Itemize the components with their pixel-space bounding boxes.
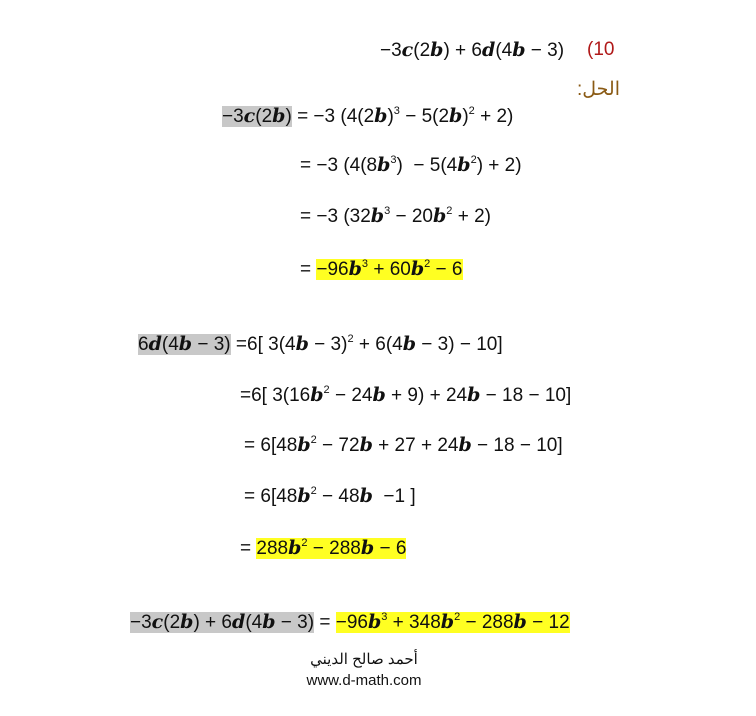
part1-step3: = −3 $(32b^3 - 20b^2 + 2)$: [300, 205, 491, 227]
part1-step2: = −3 $(4(8b^3) - 5(4b^2) + 2)$: [300, 154, 522, 176]
solution-label: الحل:: [576, 79, 620, 100]
author-name: أحمد صالح الديني: [310, 651, 418, 668]
final-line: $-3c(2b) + 6d(4b - 3) = -96b^3 + 348b^2 - 288b - 12$: [130, 611, 570, 633]
final-result: $-96b^3 + 348b^2 - 288b - 12$: [335, 611, 570, 633]
final-lhs: −3c(2b) + 6d(4b − 3): [130, 611, 315, 633]
part2-step4: = $6[48b^2 - 48b -1$ ]: [244, 485, 416, 507]
part2-lhs: 6d(4b − 3): [138, 333, 231, 355]
part2-step2: =6[ $3(16b^2 - 24b + 9) + 24b - 18 - 10$]: [240, 384, 572, 406]
part2-result: $288b^2 - 288b - 6$: [256, 537, 407, 559]
part2-step1: 6d(4b − 3) =6[ $3(4b - 3)^2 + 6(4b - 3) - 10$]: [138, 333, 503, 355]
part1-lhs: −3c(2b): [222, 105, 292, 127]
part1-result-line: = $-96b^3 + 60b^2 - 6$: [300, 258, 463, 280]
website-link[interactable]: www.d-math.com: [306, 672, 422, 689]
problem-expression: −3c(2b) + 6d(4b − 3): [380, 39, 565, 61]
part1-step1: −3c(2b) = −3 $(4(2b)^3 - 5(2b)^2 + 2)$: [222, 105, 514, 127]
part2-result-line: = $288b^2 - 288b - 6$: [240, 537, 407, 559]
problem-number: (10: [587, 39, 615, 60]
part2-step3: = $6[48b^2 - 72b + 27 + 24b - 18 - 10]$: [244, 434, 563, 456]
part1-result: $-96b^3 + 60b^2 - 6$: [316, 258, 463, 280]
